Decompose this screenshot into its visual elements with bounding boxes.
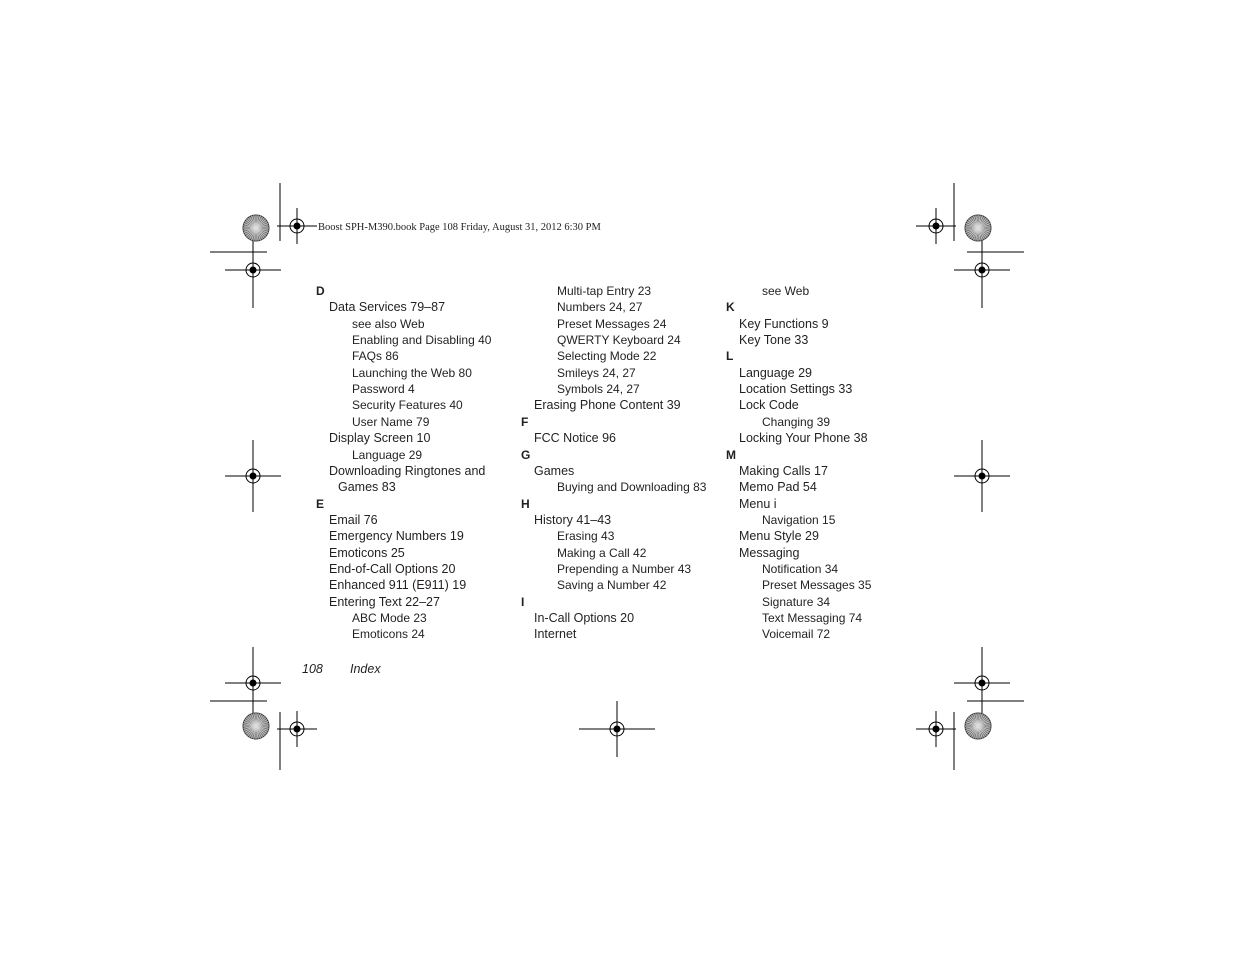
index-letter-heading: I [521, 594, 525, 609]
index-subentry: Numbers 24, 27 [557, 300, 643, 315]
index-letter-heading: L [726, 349, 734, 364]
index-entry: Locking Your Phone 38 [739, 431, 868, 446]
index-subentry: Symbols 24, 27 [557, 382, 640, 397]
page-number: 108 [302, 662, 323, 676]
index-entry: Games [534, 463, 575, 478]
registration-target-icon [225, 647, 281, 719]
index-entry: Language 29 [739, 365, 812, 380]
color-bar-starburst-icon [965, 215, 991, 241]
index-entry: Menu i [739, 496, 777, 511]
index-entry: In-Call Options 20 [534, 611, 635, 625]
index-subentry: Voicemail 72 [762, 627, 831, 642]
color-bar-starburst-icon [243, 215, 269, 241]
index-entry: Memo Pad 54 [739, 480, 817, 495]
index-entry: Downloading Ringtones and [329, 463, 486, 478]
index-subentry: Enabling and Disabling 40 [352, 333, 492, 348]
index-subentry: Emoticons 24 [352, 627, 425, 642]
index-entry: End-of-Call Options 20 [329, 561, 456, 576]
registration-target-icon [225, 232, 281, 308]
index-subentry: Notification 34 [762, 561, 839, 576]
index-subentry: Navigation 15 [762, 512, 836, 527]
index-subentry: Launching the Web 80 [352, 365, 472, 380]
index-subentry: Changing 39 [762, 414, 831, 429]
index-letter-heading: F [521, 414, 529, 429]
index-letter-heading: G [521, 447, 531, 462]
print-header-slug: Boost SPH-M390.book Page 108 Friday, August 31, 2012 6:30 PM [318, 222, 601, 233]
index-letter-heading: E [316, 496, 325, 511]
index-subentry: Preset Messages 24 [557, 316, 667, 331]
index-subentry: see also Web [352, 316, 425, 331]
index-entry: Games 83 [338, 480, 396, 495]
registration-target-icon [954, 440, 1010, 512]
index-subentry: Buying and Downloading 83 [557, 480, 707, 495]
index-entry: Messaging [739, 545, 800, 560]
registration-target-icon [579, 701, 655, 757]
registration-target-icon [225, 440, 281, 512]
index-subentry: QWERTY Keyboard 24 [557, 333, 681, 348]
index-entry: Making Calls 17 [739, 463, 828, 478]
index-letter-heading: K [726, 300, 735, 315]
index-subentry: Multi-tap Entry 23 [557, 284, 652, 298]
color-bar-starburst-icon [965, 713, 991, 739]
registration-target-icon [277, 208, 317, 244]
index-entry: Internet [534, 627, 577, 642]
index-entry: History 41–43 [534, 512, 612, 527]
registration-target-icon [916, 208, 956, 244]
registration-target-icon [954, 232, 1010, 308]
index-entry: Display Screen 10 [329, 431, 431, 446]
index-entry: Lock Code [739, 398, 799, 413]
index-letter-heading: D [316, 284, 325, 298]
index-subentry: User Name 79 [352, 414, 430, 429]
registration-target-icon [954, 647, 1010, 719]
index-entry: Key Functions 9 [739, 316, 829, 331]
index-subentry: Erasing 43 [557, 529, 615, 544]
index-subentry: ABC Mode 23 [352, 611, 427, 625]
index-entry: Emergency Numbers 19 [329, 529, 464, 544]
index-letter-heading: H [521, 496, 530, 511]
index-entry: FCC Notice 96 [534, 431, 616, 446]
index-subentry: FAQs 86 [352, 349, 399, 364]
index-entry: Enhanced 911 (E911) 19 [329, 578, 467, 593]
index-entry: Emoticons 25 [329, 545, 405, 560]
index-subentry: Selecting Mode 22 [557, 349, 657, 364]
index-entry: Menu Style 29 [739, 529, 819, 544]
registration-target-icon [916, 711, 956, 747]
index-letter-heading: M [726, 447, 736, 462]
index-entry: Data Services 79–87 [329, 300, 446, 315]
index-entry: Key Tone 33 [739, 333, 809, 348]
index-subentry: Security Features 40 [352, 398, 463, 413]
index-subentry: Password 4 [352, 382, 415, 397]
index-subentry: Smileys 24, 27 [557, 365, 636, 380]
index-entry: Location Settings 33 [739, 382, 853, 397]
index-subentry: Saving a Number 42 [557, 578, 667, 593]
index-subentry: Language 29 [352, 447, 423, 462]
section-title: Index [350, 662, 381, 676]
index-subentry: Preset Messages 35 [762, 578, 872, 593]
index-subentry: see Web [762, 284, 810, 298]
index-entry: Entering Text 22–27 [329, 594, 440, 609]
index-entry: Email 76 [329, 512, 378, 527]
index-subentry: Making a Call 42 [557, 545, 647, 560]
index-subentry: Prepending a Number 43 [557, 561, 692, 576]
registration-target-icon [277, 711, 317, 747]
index-subentry: Signature 34 [762, 594, 831, 609]
color-bar-starburst-icon [243, 713, 269, 739]
index-subentry: Text Messaging 74 [762, 611, 863, 625]
index-entry: Erasing Phone Content 39 [534, 398, 681, 413]
